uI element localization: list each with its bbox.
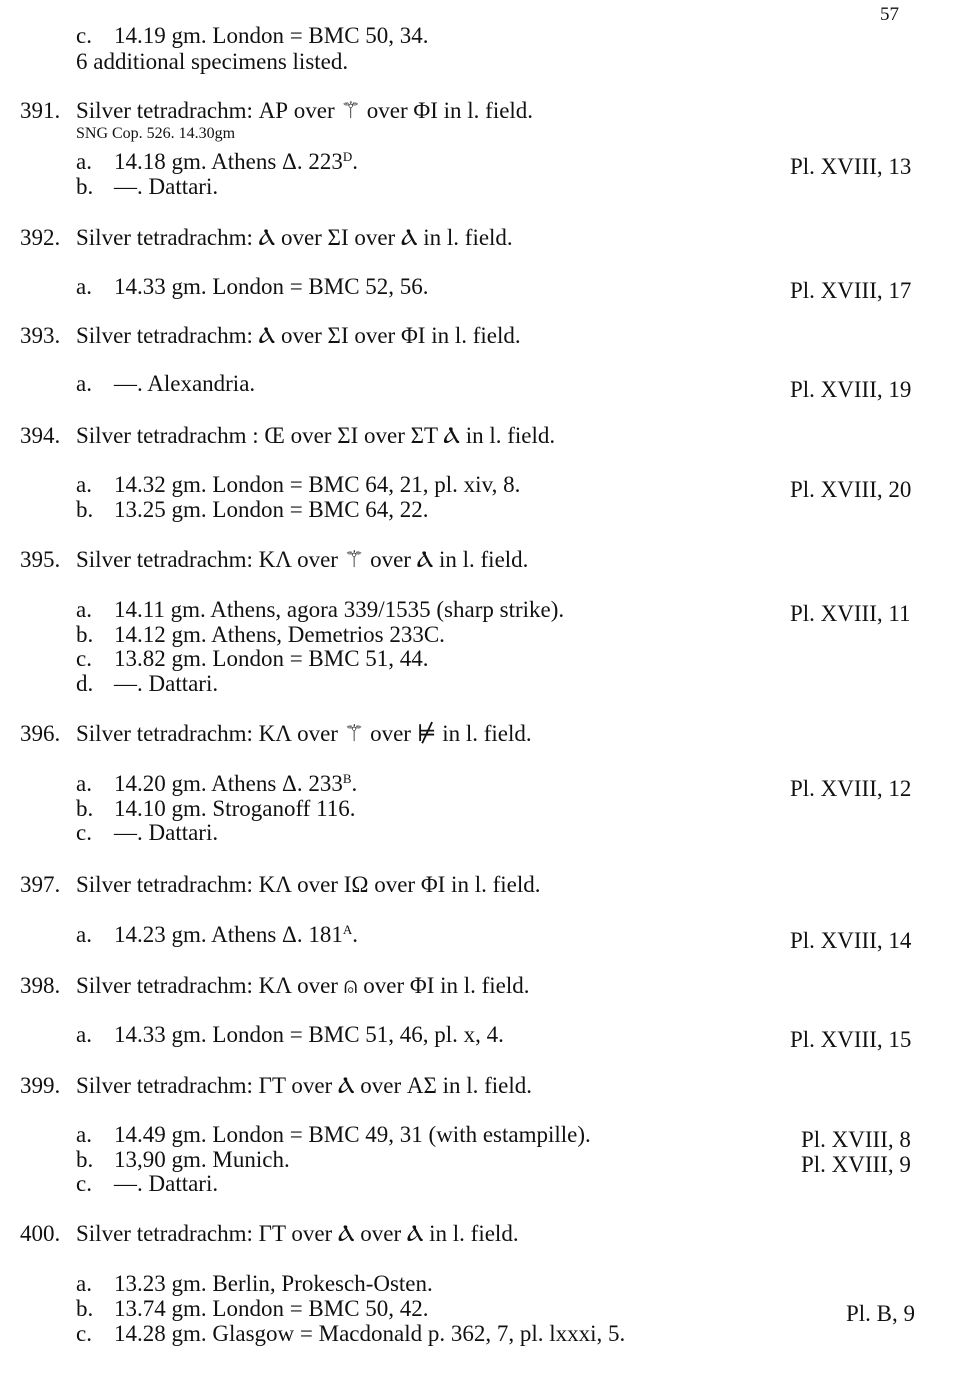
entry-label: a. [76,771,92,796]
entry-text: —. Alexandria. [114,371,256,396]
plate-reference: Pl. B, 9 [846,1301,916,1326]
entry-suffix: . [352,149,358,174]
catalog-entry-line [76,370,255,398]
entry-label: 396. [20,721,61,746]
catalog-entry-line [76,770,357,798]
catalog-entry-line [76,1270,433,1298]
plate-reference: Pl. XVIII, 19 [790,377,912,402]
plate-reference: Pl. XVIII, 12 [790,776,912,801]
entry-text: —. Dattari. [114,671,219,696]
entry-text: 14.32 gm. London = BMC 64, 21, pl. xiv, 8. [114,472,521,497]
entry-label: a. [76,1122,92,1147]
catalog-entry-line [76,22,429,50]
catalog-entry-line [76,1021,504,1049]
entry-label: a. [76,1271,92,1296]
catalog-entry-line [76,596,564,624]
entry-label: b. [76,497,94,522]
catalog-entry-line [76,645,429,673]
entry-text: 13.23 gm. Berlin, Prokesch-Osten. [114,1271,433,1296]
entry-label: a. [76,1022,92,1047]
catalog-entry-heading [20,422,555,450]
entry-text: Silver tetradrachm: ΚΛ over ⚚ over Ⲁ in l. field. [76,547,529,572]
entry-label: 394. [20,423,61,448]
entry-label: b. [76,1147,94,1172]
page-number: 57 [880,4,899,25]
catalog-entry-line [76,273,429,301]
entry-text: Silver tetradrachm: ΓΤ over Ⲁ over ΑΣ in l. field. [76,1073,533,1098]
entry-label: 399. [20,1073,61,1098]
entry-text: Silver tetradrachm: ΑΡ over ⚚ over ΦΙ in l. field. [76,98,534,123]
entry-label: c. [76,1171,92,1196]
entry-text: 14.11 gm. Athens, agora 339/1535 (sharp strike). [114,597,565,622]
entry-label: a. [76,597,92,622]
entry-label: a. [76,922,92,947]
catalog-entry-line [76,1320,625,1348]
entry-text: 14.49 gm. London = BMC 49, 31 (with estampille). [114,1122,591,1147]
entry-text: Silver tetradrachm: ΚΛ over ⍝ over ΦΙ in l. field. [76,973,530,998]
entry-label: 392. [20,225,61,250]
entry-superscript: B [342,771,352,786]
entry-text: 14.10 gm. Stroganoff 116. [114,796,356,821]
entry-text: —. Dattari. [114,1171,219,1196]
catalog-entry-line [76,148,358,176]
entry-label: b. [76,174,94,199]
catalog-entry-heading [20,871,540,899]
entry-text: 14.19 gm. London = BMC 50, 34. [114,23,429,48]
catalog-entry-line [76,471,520,499]
catalog-entry-line [76,1295,429,1323]
entry-text: Silver tetradrachm: ΚΛ over ΙΩ over ΦΙ in l. field. [76,872,541,897]
entry-superscript: D [342,149,353,164]
catalog-entry-line [76,1121,591,1149]
entry-label: b. [76,796,94,821]
entry-suffix: . [351,771,358,796]
catalog-entry-line [76,173,218,201]
entry-text: —. Dattari. [114,820,219,845]
entry-text: 13.74 gm. London = BMC 50, 42. [114,1296,429,1321]
catalog-entry-heading [20,720,532,748]
catalog-entry-line [76,819,218,847]
entry-label: 400. [20,1221,61,1246]
entry-label: a. [76,274,92,299]
entry-label: b. [76,622,94,647]
plate-reference: Pl. XVIII, 8 [801,1127,911,1152]
entry-label: a. [76,472,92,497]
entry-text: 6 additional specimens listed. [76,49,349,74]
catalog-entry-heading [20,972,530,1000]
entry-label: c. [76,23,92,48]
entry-label: c. [76,820,92,845]
catalog-entry-line [76,496,429,524]
plate-reference: Pl. XVIII, 13 [790,154,912,179]
entry-suffix: . [352,922,358,947]
entry-text: —. Dattari. [114,174,219,199]
entry-text: 14.12 gm. Athens, Demetrios 233C. [114,622,445,647]
catalog-entry-line [76,670,218,698]
plate-reference: Pl. XVIII, 17 [790,278,912,303]
entry-text: Silver tetradrachm: ΚΛ over ⚚ over ⊭ in l. field. [76,721,532,746]
entry-text: 14.18 gm. Athens Δ. 223 [114,149,343,174]
catalog-entry-line [76,1170,218,1198]
plate-reference: Pl. XVIII, 9 [801,1152,911,1177]
entry-label: c. [76,646,92,671]
plate-reference: Pl. XVIII, 15 [790,1027,912,1052]
entry-text: 14.33 gm. London = BMC 52, 56. [114,274,429,299]
entry-label: a. [76,371,92,396]
entry-text: Silver tetradrachm: ΓΤ over Ⲁ over Ⲁ in l. field. [76,1221,519,1246]
catalog-entry-heading [20,97,533,125]
catalog-entry-heading [20,224,513,252]
entry-text: Silver tetradrachm: Ⲁ over ΣΙ over Ⲁ in l. field. [76,225,513,250]
entry-label: 391. [20,98,61,123]
entry-text: 13.82 gm. London = BMC 51, 44. [114,646,429,671]
plate-reference: Pl. XVIII, 14 [790,928,912,953]
plate-reference: Pl. XVIII, 20 [790,477,912,502]
entry-label: 397. [20,872,61,897]
entry-label: 398. [20,973,61,998]
entry-superscript: A [342,922,353,937]
entry-label: 395. [20,547,61,572]
catalog-entry-line [76,921,358,949]
entry-label: 393. [20,323,61,348]
entry-text: Silver tetradrachm : Œ over ΣΙ over ΣΤ Ⲁ in l. field. [76,423,556,448]
entry-text: 14.20 gm. Athens Δ. 233 [114,771,343,796]
entry-text: 14.28 gm. Glasgow = Macdonald p. 362, 7, pl. lxxxi, 5. [114,1321,626,1346]
entry-label: d. [76,671,94,696]
entry-text: SNG Cop. 526. 14.30gm [76,125,236,142]
catalog-entry-heading [20,322,521,350]
entry-label: b. [76,1296,94,1321]
entry-text: Silver tetradrachm: Ⲁ over ΣΙ over ΦΙ in l. field. [76,323,521,348]
entry-text: 14.23 gm. Athens Δ. 181 [114,922,343,947]
catalog-entry-heading [20,1072,532,1100]
entry-text: 13.25 gm. London = BMC 64, 22. [114,497,429,522]
entry-text: 14.33 gm. London = BMC 51, 46, pl. x, 4. [114,1022,504,1047]
catalog-entry-heading [20,1220,519,1248]
catalog-entry-line [76,48,348,76]
entry-label: c. [76,1321,92,1346]
entry-label: a. [76,149,92,174]
catalog-entry-line [76,124,235,144]
plate-reference: Pl. XVIII, 11 [790,601,911,626]
catalog-entry-heading [20,546,528,574]
entry-text: 13,90 gm. Munich. [114,1147,290,1172]
